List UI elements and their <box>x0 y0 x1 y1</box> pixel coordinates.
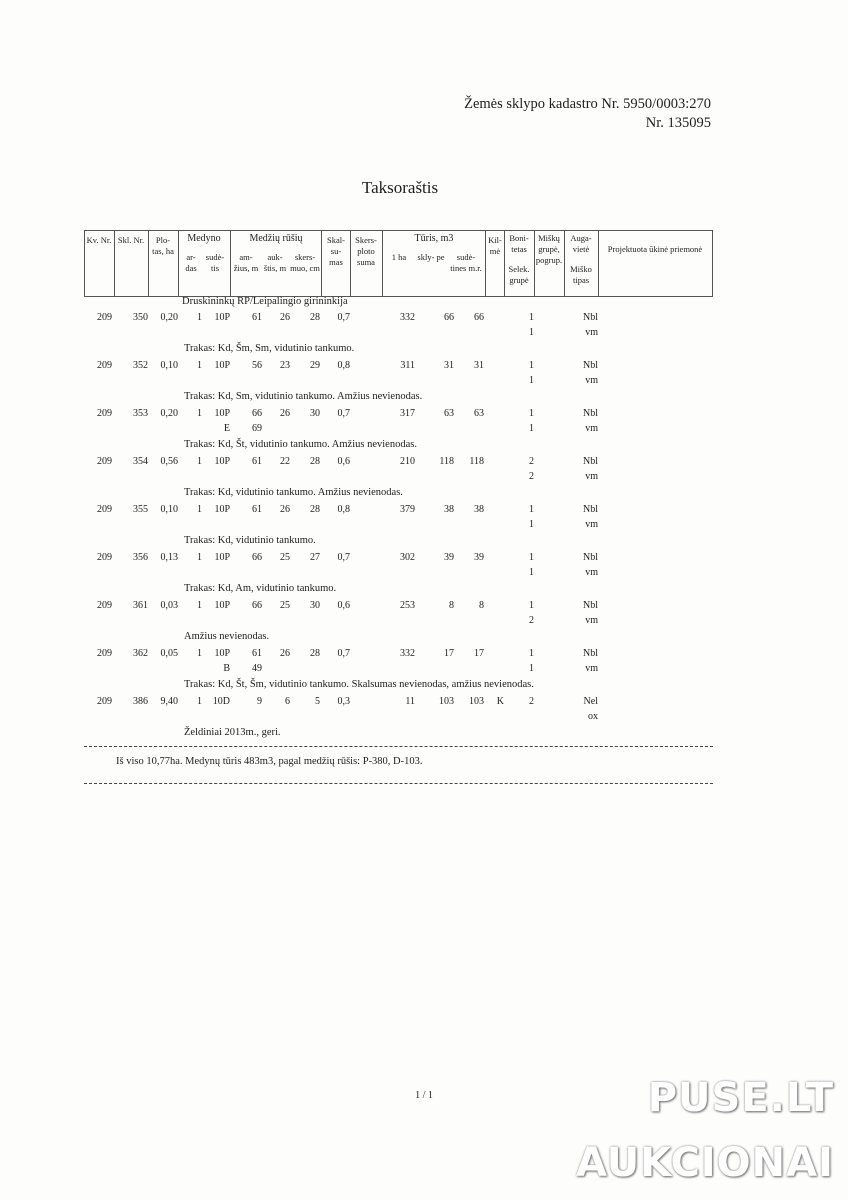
cell-skl: 386 <box>133 696 148 707</box>
cell-amzius: 61 <box>252 504 262 515</box>
col-kilme: Kil- mė <box>488 235 502 256</box>
cell-bonitetas: 1 <box>529 504 534 515</box>
cell-skalsumas: 0,8 <box>337 360 350 371</box>
cell-t1ha: 302 <box>400 552 415 563</box>
cell-bonitetas: 2 <box>529 696 534 707</box>
cell-sudetines: 17 <box>474 648 484 659</box>
subcell-augaviete: vm <box>585 327 598 338</box>
cell-skersmuo: 28 <box>310 648 320 659</box>
cell-t1ha: 317 <box>400 408 415 419</box>
cell-sudetis: 10P <box>214 408 230 419</box>
subcell-bonitetas: 2 <box>529 471 534 482</box>
cell-sudetis: 10P <box>214 360 230 371</box>
cell-kv: 209 <box>97 552 112 563</box>
col-aukstis: auk- štis, m <box>263 252 287 273</box>
cell-aukstis: 26 <box>280 648 290 659</box>
subcell-bonitetas: 1 <box>529 375 534 386</box>
row-note: Trakas: Kd, vidutinio tankumo. Amžius nevienodas. <box>184 487 403 498</box>
cell-bonitetas: 1 <box>529 312 534 323</box>
cell-kv: 209 <box>97 312 112 323</box>
col-projektuota: Projektuota ūkinė priemonė <box>607 244 703 254</box>
row-note: Trakas: Kd, Št, Šm, vidutinio tankumo. Skalsumas nevienodas, amžius nevienodas. <box>184 679 534 690</box>
page-indicator: 1 / 1 <box>415 1090 433 1101</box>
col-sudetines: sudė- tines m.r. <box>450 252 482 273</box>
cell-augaviete: Nbl <box>583 312 598 323</box>
cell-plotas: 0,05 <box>160 648 178 659</box>
subcell-augaviete: vm <box>585 471 598 482</box>
cell-aukstis: 26 <box>280 408 290 419</box>
cell-sudetines: 63 <box>474 408 484 419</box>
cell-sklype: 63 <box>444 408 454 419</box>
col-sudetis: sudė- tis <box>205 252 225 273</box>
col-skersploto: Skers- ploto suma <box>355 235 377 267</box>
cell-ardas: 1 <box>197 312 202 323</box>
page-title: Taksoraštis <box>361 178 439 197</box>
cell-kv: 209 <box>97 408 112 419</box>
cell-ardas: 1 <box>197 504 202 515</box>
cell-kv: 209 <box>97 360 112 371</box>
cell-sudetines: 31 <box>474 360 484 371</box>
cell-bonitetas: 1 <box>529 360 534 371</box>
row-note: Trakas: Kd, Št, vidutinio tankumo. Amžius nevienodas. <box>184 439 417 450</box>
cell-kv: 209 <box>97 600 112 611</box>
row-note: Trakas: Kd, vidutinio tankumo. <box>184 535 316 546</box>
cell-sudetis: 10P <box>214 504 230 515</box>
cell-skalsumas: 0,6 <box>337 600 350 611</box>
cell-sklype: 66 <box>444 312 454 323</box>
cell-skl: 356 <box>133 552 148 563</box>
subcell-bonitetas: 1 <box>529 327 534 338</box>
cell-plotas: 0,03 <box>160 600 178 611</box>
subcell-augaviete: vm <box>585 567 598 578</box>
subcell-augaviete: vm <box>585 519 598 530</box>
col-augaviete: Auga- vietė <box>570 233 592 254</box>
cell-aukstis: 23 <box>280 360 290 371</box>
subcell-augaviete: vm <box>585 663 598 674</box>
cell-sudetines: 8 <box>479 600 484 611</box>
cell-skalsumas: 0,6 <box>337 456 350 467</box>
cell-bonitetas: 2 <box>529 456 534 467</box>
row-note: Želdiniai 2013m., geri. <box>184 727 281 738</box>
subcell-bonitetas: 1 <box>529 567 534 578</box>
cell-t1ha: 210 <box>400 456 415 467</box>
cell-skersmuo: 29 <box>310 360 320 371</box>
total-summary: Iš viso 10,77ha. Medynų tūris 483m3, pagal medžių rūšis: P-380, D-103. <box>116 756 423 767</box>
cell-kv: 209 <box>97 696 112 707</box>
cell-amzius: 61 <box>252 648 262 659</box>
subcell-sudetis: B <box>223 663 230 674</box>
cell-skalsumas: 0,7 <box>337 312 350 323</box>
cell-aukstis: 26 <box>280 504 290 515</box>
cell-bonitetas: 1 <box>529 600 534 611</box>
col-sklype: skly- pe <box>417 252 445 262</box>
cell-skl: 353 <box>133 408 148 419</box>
cell-t1ha: 332 <box>400 312 415 323</box>
subcell-augaviete: vm <box>585 375 598 386</box>
cell-aukstis: 26 <box>280 312 290 323</box>
cell-sudetis: 10P <box>214 456 230 467</box>
watermark-line1: PUSE.LT <box>647 1075 834 1121</box>
row-note: Trakas: Kd, Šm, Sm, vidutinio tankumo. <box>184 343 355 354</box>
cell-t1ha: 311 <box>400 360 415 371</box>
cell-t1ha: 11 <box>405 696 415 707</box>
cell-t1ha: 332 <box>400 648 415 659</box>
cell-sklype: 38 <box>444 504 454 515</box>
cell-ardas: 1 <box>197 408 202 419</box>
cell-skersmuo: 28 <box>310 312 320 323</box>
cell-ardas: 1 <box>197 648 202 659</box>
cell-augaviete: Nel <box>583 696 598 707</box>
row-note: Amžius nevienodas. <box>184 631 270 642</box>
cell-amzius: 61 <box>252 456 262 467</box>
cell-amzius: 56 <box>252 360 262 371</box>
cell-t1ha: 253 <box>400 600 415 611</box>
cell-skl: 361 <box>133 600 148 611</box>
cell-plotas: 0,56 <box>160 456 178 467</box>
col-misku-grupe: Miškų grupė, pogrup. <box>535 233 563 265</box>
cell-skl: 362 <box>133 648 148 659</box>
cell-augaviete: Nbl <box>583 504 598 515</box>
cell-skl: 355 <box>133 504 148 515</box>
col-1ha: 1 ha <box>391 252 407 262</box>
watermark-line2: AUKCIONAI <box>576 1140 834 1186</box>
col-amzius: am- žius, m <box>233 252 259 273</box>
cell-sudetis: 10P <box>214 312 230 323</box>
subcell-bonitetas: 1 <box>529 663 534 674</box>
cell-bonitetas: 1 <box>529 648 534 659</box>
cell-plotas: 0,10 <box>160 360 178 371</box>
cell-sudetines: 103 <box>469 696 484 707</box>
col-kv: Kv. Nr. <box>86 235 112 245</box>
row-note: Trakas: Kd, Am, vidutinio tankumo. <box>184 583 337 594</box>
subcell-amzius: 69 <box>252 423 262 434</box>
cell-plotas: 0,13 <box>160 552 178 563</box>
col-bonitetas: Boni- tetas <box>509 233 529 254</box>
cell-sklype: 118 <box>439 456 454 467</box>
cell-skalsumas: 0,7 <box>337 648 350 659</box>
cell-sklype: 103 <box>439 696 454 707</box>
cell-skalsumas: 0,3 <box>337 696 350 707</box>
cell-skersmuo: 30 <box>310 408 320 419</box>
cell-amzius: 66 <box>252 600 262 611</box>
cell-amzius: 61 <box>252 312 262 323</box>
row-note: Trakas: Kd, Sm, vidutinio tankumo. Amžius nevienodas. <box>184 391 423 402</box>
document-number: Nr. 135095 <box>645 115 711 131</box>
subcell-sudetis: E <box>223 423 230 434</box>
cell-skl: 352 <box>133 360 148 371</box>
cell-skersmuo: 30 <box>310 600 320 611</box>
subcell-bonitetas: 1 <box>529 423 534 434</box>
col-skalsumas: Skal- su- mas <box>327 235 345 267</box>
cell-kv: 209 <box>97 648 112 659</box>
cell-augaviete: Nbl <box>583 600 598 611</box>
cell-skersmuo: 5 <box>315 696 320 707</box>
col-plotas: Plo- tas, ha <box>152 235 174 256</box>
cell-aukstis: 6 <box>285 696 290 707</box>
cell-plotas: 0,10 <box>160 504 178 515</box>
taxation-table <box>84 230 713 785</box>
col-skersmuo: skers- muo, cm <box>290 252 320 273</box>
cell-ardas: 1 <box>197 600 202 611</box>
cell-aukstis: 22 <box>280 456 290 467</box>
cell-skl: 350 <box>133 312 148 323</box>
cell-sklype: 8 <box>449 600 454 611</box>
cell-plotas: 9,40 <box>160 696 178 707</box>
cell-sudetis: 10P <box>214 552 230 563</box>
cell-kilme: K <box>496 696 504 707</box>
cell-bonitetas: 1 <box>529 408 534 419</box>
cell-augaviete: Nbl <box>583 360 598 371</box>
col-turis: Tūris, m3 <box>414 233 454 244</box>
cell-t1ha: 379 <box>400 504 415 515</box>
cell-kv: 209 <box>97 456 112 467</box>
subcell-augaviete: ox <box>588 711 598 722</box>
cell-kv: 209 <box>97 504 112 515</box>
cell-sudetis: 10P <box>214 600 230 611</box>
cell-skersmuo: 27 <box>310 552 320 563</box>
subcell-bonitetas: 1 <box>529 519 534 530</box>
cell-bonitetas: 1 <box>529 552 534 563</box>
cell-amzius: 9 <box>257 696 262 707</box>
cell-ardas: 1 <box>197 696 202 707</box>
cell-sudetines: 38 <box>474 504 484 515</box>
cell-sklype: 17 <box>444 648 454 659</box>
cell-sudetines: 118 <box>469 456 484 467</box>
col-ardas: ar- das <box>185 252 197 273</box>
col-misko-tipas: Miško tipas <box>570 264 592 285</box>
cell-aukstis: 25 <box>280 552 290 563</box>
cell-sudetines: 66 <box>474 312 484 323</box>
cell-augaviete: Nbl <box>583 456 598 467</box>
col-selek: Selek. grupė <box>508 264 530 285</box>
col-medziu-rusiu: Medžių rūšių <box>249 233 303 244</box>
subcell-augaviete: vm <box>585 615 598 626</box>
cell-ardas: 1 <box>197 456 202 467</box>
cell-sklype: 31 <box>444 360 454 371</box>
subcell-bonitetas: 2 <box>529 615 534 626</box>
cell-augaviete: Nbl <box>583 648 598 659</box>
subcell-amzius: 49 <box>252 663 262 674</box>
cell-augaviete: Nbl <box>583 552 598 563</box>
subcell-augaviete: vm <box>585 423 598 434</box>
cell-sudetis: 10D <box>212 696 230 707</box>
cell-aukstis: 25 <box>280 600 290 611</box>
col-skl: Skl. Nr. <box>117 235 145 245</box>
cell-plotas: 0,20 <box>160 408 178 419</box>
cell-ardas: 1 <box>197 360 202 371</box>
cell-skalsumas: 0,7 <box>337 408 350 419</box>
cell-skalsumas: 0,8 <box>337 504 350 515</box>
col-medyno: Medyno <box>187 233 221 244</box>
cell-ardas: 1 <box>197 552 202 563</box>
cell-skl: 354 <box>133 456 148 467</box>
cadastre-number: Žemės sklypo kadastro Nr. 5950/0003:270 <box>464 96 711 112</box>
cell-sklype: 39 <box>444 552 454 563</box>
cell-amzius: 66 <box>252 552 262 563</box>
cell-sudetines: 39 <box>474 552 484 563</box>
cell-plotas: 0,20 <box>160 312 178 323</box>
cell-skersmuo: 28 <box>310 504 320 515</box>
cell-augaviete: Nbl <box>583 408 598 419</box>
cell-amzius: 66 <box>252 408 262 419</box>
section-heading: Druskininkų RP/Leipalingio girininkija <box>182 296 348 307</box>
cell-skersmuo: 28 <box>310 456 320 467</box>
cell-sudetis: 10P <box>214 648 230 659</box>
cell-skalsumas: 0,7 <box>337 552 350 563</box>
